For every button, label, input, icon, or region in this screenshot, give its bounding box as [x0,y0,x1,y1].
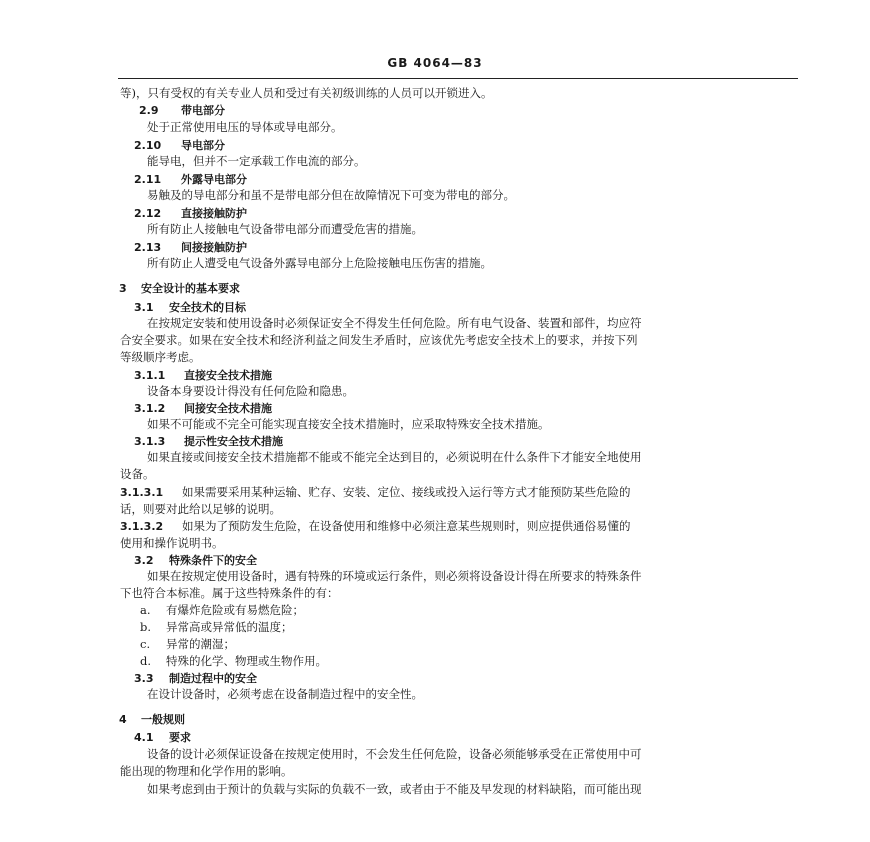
section-2-10-heading: 2.10 导电部分 [134,139,225,152]
list-item-c: c. 异常的潮湿； [140,637,235,651]
section-2-10-text: 能导电，但并不一定承载工作电流的部分。 [147,154,366,168]
section-2-11-heading: 2.11 外露导电部分 [134,173,247,186]
section-2-11-text: 易触及的导电部分和虽不是带电部分但在故障情况下可变为带电的部分。 [147,188,515,202]
section-3-1-2-heading: 3.1.2 间接安全技术措施 [134,402,272,415]
section-3-1-3-1-para-line-1: 3.1.3.1 如果需要采用某种运输、贮存、安装、定位、接线或投入运行等方式才能预防某些危险的 [120,485,631,499]
section-3-2-heading: 3.2 特殊条件下的安全 [134,554,257,567]
section-3-1-3-1-para-line-2: 话，则要对此给以足够的说明。 [120,502,281,516]
section-2-13-heading: 2.13 间接接触防护 [134,241,247,254]
section-3-1-3-2-para-line-1: 3.1.3.2 如果为了预防发生危险，在设备使用和维修中必须注意某些规则时，则应提供通俗易懂的 [120,519,631,533]
section-4-1-para-line-3: 如果考虑到由于预计的负载与实际的负载不一致，或者由于不能及早发现的材料缺陷，而可能出现 [147,782,642,796]
section-2-13-text: 所有防止人遭受电气设备外露导电部分上危险接触电压伤害的措施。 [147,256,492,270]
section-3-1-heading: 3.1 安全技术的目标 [134,301,246,314]
section-2-9-heading: 2.9 带电部分 [139,104,225,117]
section-3-3-heading: 3.3 制造过程中的安全 [134,672,257,685]
section-3-heading: 3 安全设计的基本要求 [119,282,240,295]
section-3-1-3-2-para-line-2: 使用和操作说明书。 [120,536,224,550]
section-3-1-para-line-3: 等级顺序考虑。 [120,350,201,364]
section-4-1-para-line-2: 能出现的物理和化学作用的影响。 [120,764,293,778]
section-3-3-text: 在设计设备时，必须考虑在设备制造过程中的安全性。 [147,687,423,701]
section-3-2-para-line-1: 如果在按规定使用设备时，遇有特殊的环境或运行条件，则必须将设备设计得在所要求的特殊条件 [147,569,642,583]
section-4-1-heading: 4.1 要求 [134,731,191,744]
section-2-12-text: 所有防止人接触电气设备带电部分而遭受危害的措施。 [147,222,423,236]
list-item-b: b. 异常高或异常低的温度； [140,620,293,634]
list-item-d: d. 特殊的化学、物理或生物作用。 [140,654,327,668]
section-2-12-heading: 2.12 直接接触防护 [134,207,247,220]
continued-paragraph: 等)，只有受权的有关专业人员和受过有关初级训练的人员可以开锁进入。 [120,86,493,100]
section-3-1-3-heading: 3.1.3 提示性安全技术措施 [134,435,283,448]
standard-code-header: GB 4064—83 [387,56,483,70]
section-3-2-para-line-2: 下也符合本标准。属于这些特殊条件的有： [120,586,339,600]
section-3-1-3-para-line-2: 设备。 [120,467,155,481]
section-3-1-para-line-2: 合安全要求。如果在安全技术和经济利益之间发生矛盾时，应该优先考虑安全技术上的要求，并按下列 [120,333,638,347]
section-3-1-1-heading: 3.1.1 直接安全技术措施 [134,369,272,382]
section-3-1-para-line-1: 在按规定安装和使用设备时必须保证安全不得发生任何危险。所有电气设备、装置和部件，均应符 [147,316,642,330]
section-4-1-para-line-1: 设备的设计必须保证设备在按规定使用时，不会发生任何危险，设备必须能够承受在正常使用中可 [147,747,642,761]
section-3-1-3-para-line-1: 如果直接或间接安全技术措施都不能或不能完全达到目的，必须说明在什么条件下才能安全地使用 [147,450,642,464]
header-rule [118,78,798,79]
section-3-1-2-text: 如果不可能或不完全可能实现直接安全技术措施时，应采取特殊安全技术措施。 [147,417,550,431]
list-item-a: a. 有爆炸危险或有易燃危险； [140,603,304,617]
section-4-heading: 4 一般规则 [119,713,185,726]
section-3-1-1-text: 设备本身要设计得没有任何危险和隐患。 [147,384,354,398]
section-2-9-text: 处于正常使用电压的导体或导电部分。 [147,120,343,134]
